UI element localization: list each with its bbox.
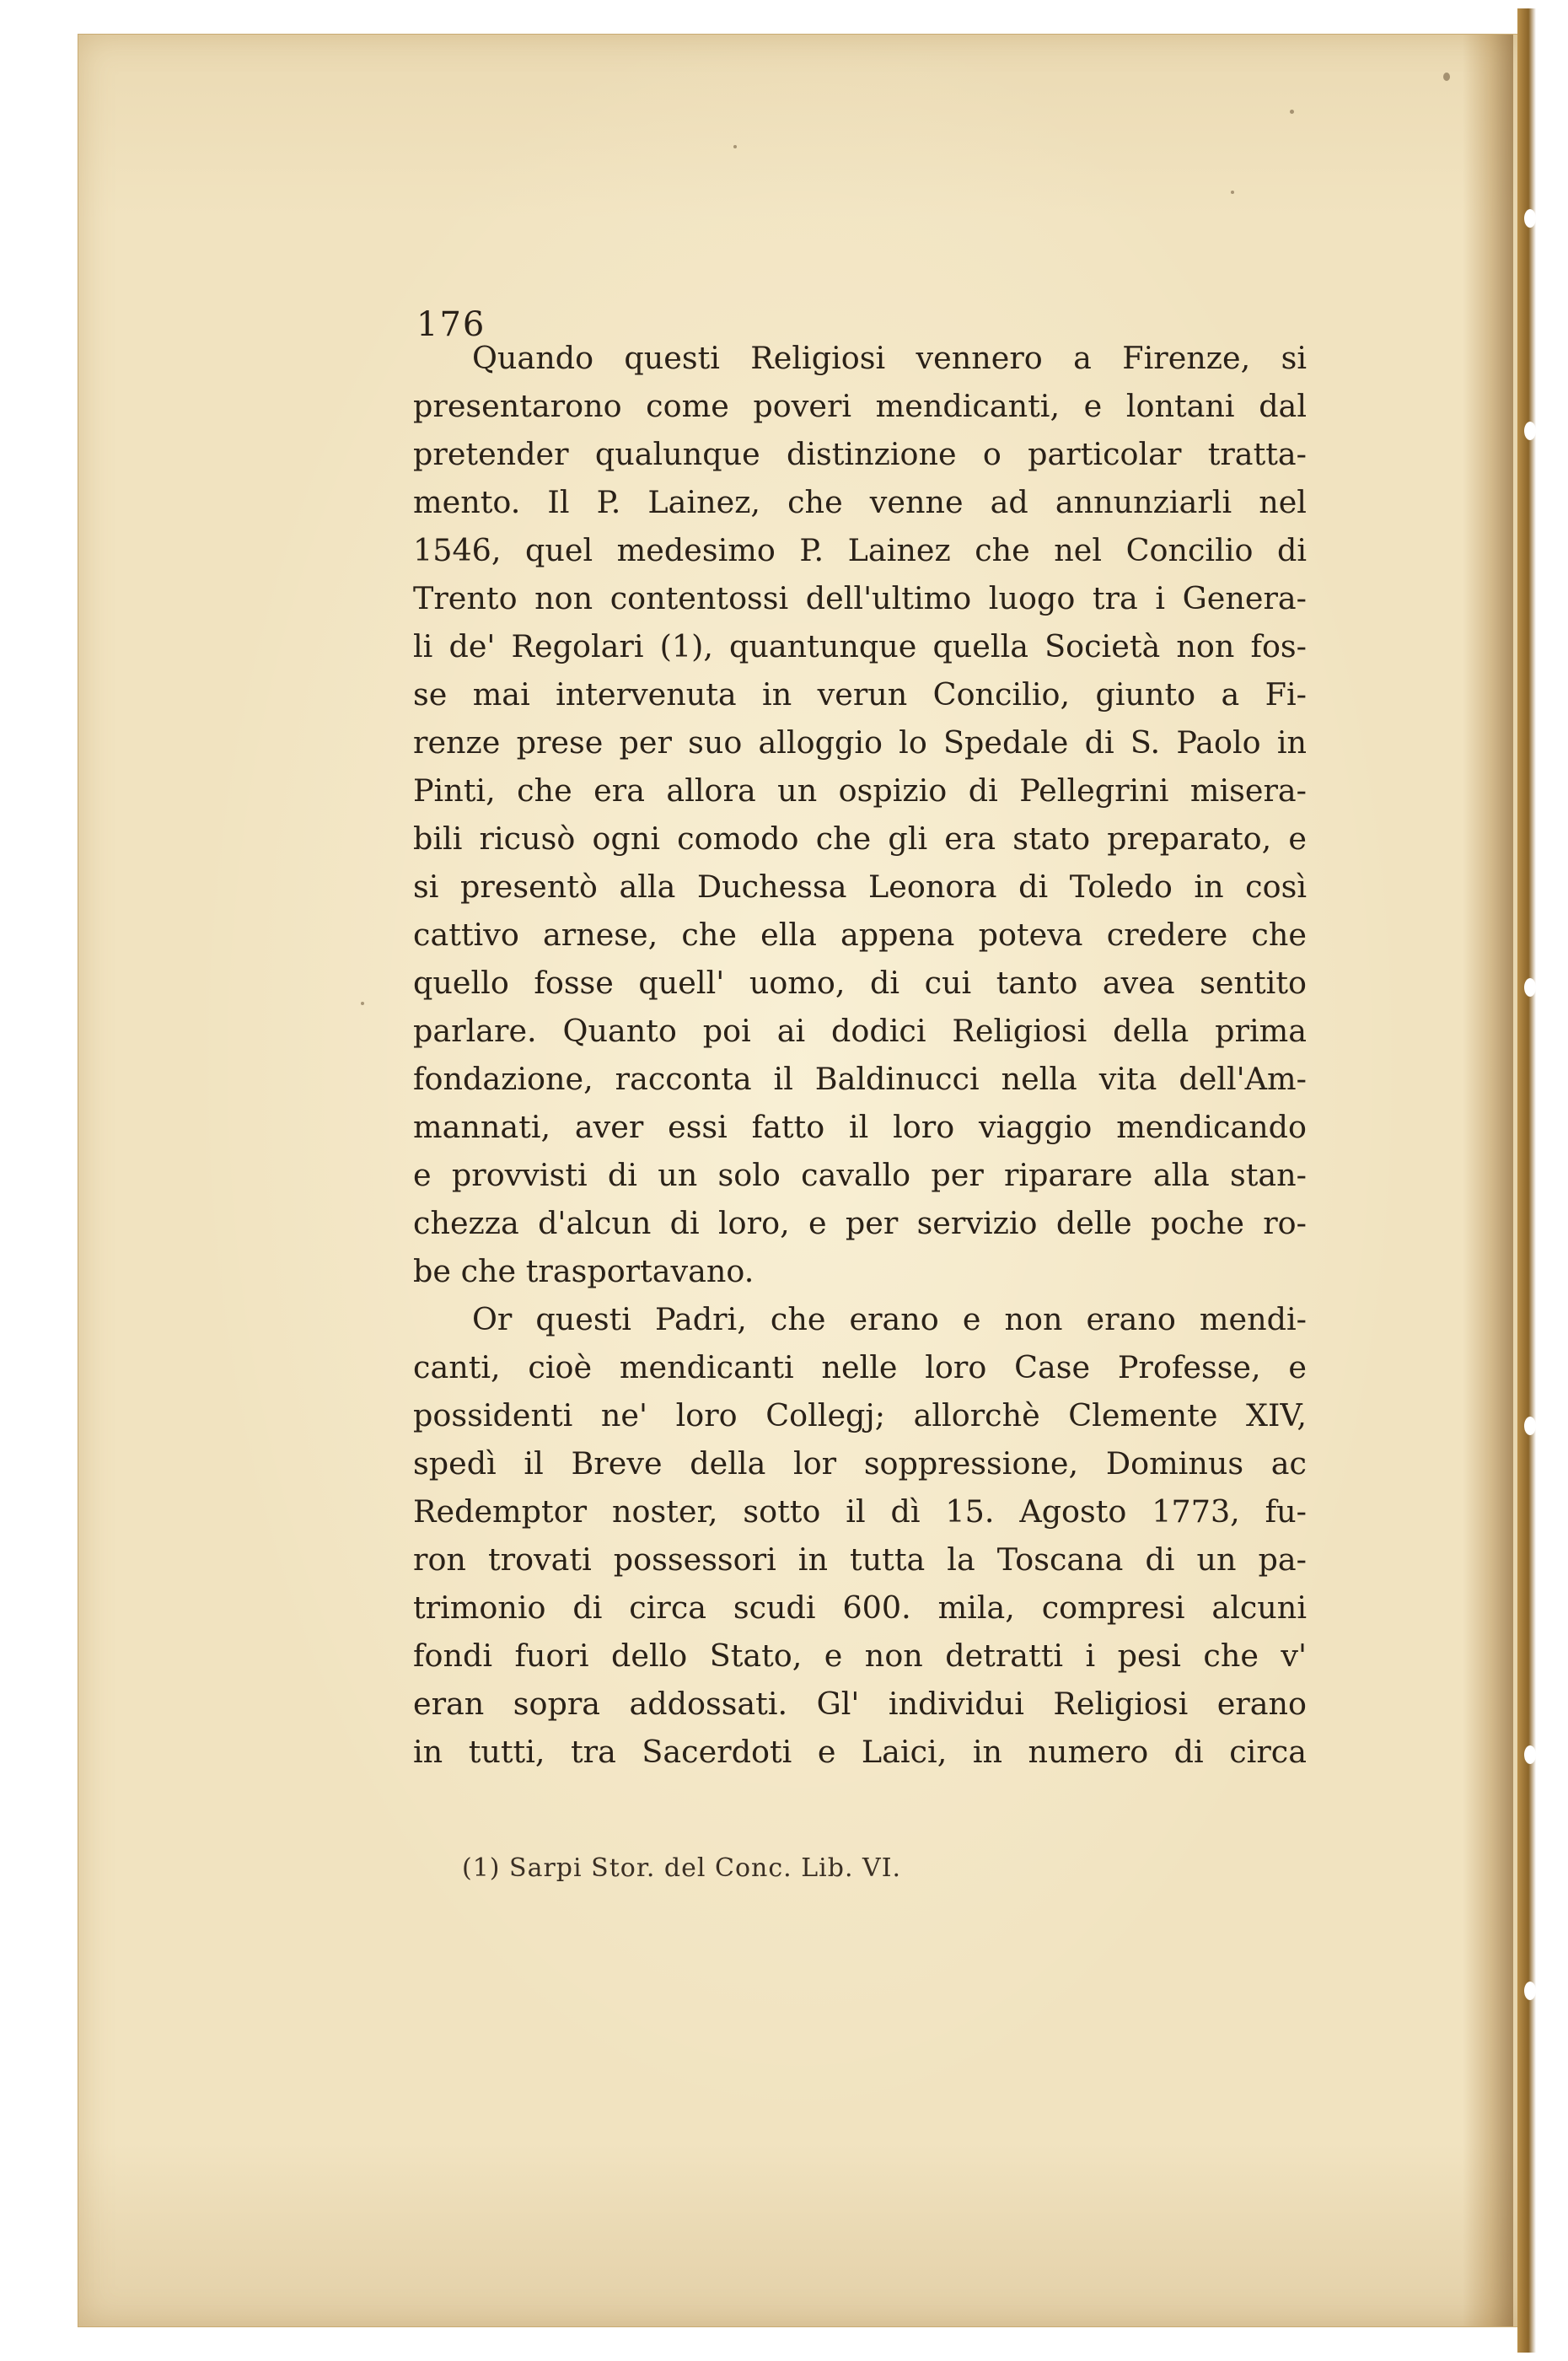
binding-hole-icon [1524, 209, 1536, 228]
text-line: quello fosse quell' uomo, di cui tanto avea sentito [413, 965, 1307, 1001]
text-line: e provvisti di un solo cavallo per riparare alla stan- [413, 1157, 1307, 1193]
text-line: Or questi Padri, che erano e non erano mendi- [472, 1301, 1307, 1337]
text-line: se mai intervenuta in verun Concilio, giunto a Fi- [413, 676, 1307, 713]
binding-hole-icon [1524, 978, 1536, 997]
text-line: ron trovati possessori in tutta la Toscana di un pa- [413, 1541, 1307, 1578]
binding-hole-icon [1524, 1982, 1536, 2000]
text-line: Quando questi Religiosi vennero a Firenze, si [472, 340, 1307, 376]
text-line: Pinti, che era allora un ospizio di Pellegrini misera- [413, 772, 1307, 809]
text-line: be che trasportavano. [413, 1253, 754, 1289]
binding-hole-icon [1524, 1745, 1536, 1764]
text-line: cattivo arnese, che ella appena poteva credere che [413, 917, 1307, 953]
text-line: li de' Regolari (1), quantunque quella Società non fos- [413, 628, 1307, 664]
text-line: eran sopra addossati. Gl' individui Religiosi erano [413, 1686, 1307, 1722]
paper-speck [733, 145, 737, 148]
footnote: (1) Sarpi Stor. del Conc. Lib. VI. [462, 1853, 902, 1883]
text-line: spedì il Breve della lor soppressione, Dominus ac [413, 1445, 1307, 1482]
text-line: parlare. Quanto poi ai dodici Religiosi della prima [413, 1013, 1307, 1049]
text-line: mannati, aver essi fatto il loro viaggio mendicando [413, 1109, 1307, 1145]
paper-speck [1290, 110, 1294, 114]
text-line: pretender qualunque distinzione o particolar tratta- [413, 436, 1307, 472]
text-line: presentarono come poveri mendicanti, e lontani dal [413, 388, 1307, 424]
text-line: canti, cioè mendicanti nelle loro Case Professe, e [413, 1349, 1307, 1385]
body-text [413, 334, 1307, 1776]
binding-hole-icon [1524, 1417, 1536, 1435]
text-line: Trento non contentossi dell'ultimo luogo tra i Genera- [413, 580, 1307, 616]
text-line: fondazione, racconta il Baldinucci nella vita dell'Am- [413, 1061, 1307, 1097]
paper-speck [1231, 191, 1234, 194]
text-line: trimonio di circa scudi 600. mila, compresi alcuni [413, 1589, 1307, 1626]
text-line: si presentò alla Duchessa Leonora di Toledo in così [413, 869, 1307, 905]
stitched-binding-edge [1517, 8, 1536, 2353]
text-line: mento. Il P. Lainez, che venne ad annunziarli nel [413, 484, 1307, 520]
paper-speck [361, 1002, 364, 1005]
binding-fold-shadow [1463, 35, 1513, 2326]
paragraph-1 [413, 334, 1307, 1295]
text-line: possidenti ne' loro Collegj; allorchè Clemente XIV, [413, 1397, 1307, 1433]
text-line: bili ricusò ogni comodo che gli era stato preparato, e [413, 820, 1307, 857]
paper-speck [1443, 73, 1450, 81]
page-number: 176 [416, 305, 486, 344]
paragraph-2 [413, 1295, 1307, 1776]
text-line: fondi fuori dello Stato, e non detratti i pesi che v' [413, 1638, 1307, 1674]
text-line: chezza d'alcun di loro, e per servizio delle poche ro- [413, 1205, 1307, 1241]
binding-hole-icon [1524, 422, 1536, 440]
text-line: renze prese per suo alloggio lo Spedale di S. Paolo in [413, 724, 1307, 761]
text-line: Redemptor noster, sotto il dì 15. Agosto 1773, fu- [413, 1493, 1307, 1530]
text-line: in tutti, tra Sacerdoti e Laici, in numero di circa [413, 1734, 1307, 1770]
text-line: 1546, quel medesimo P. Lainez che nel Concilio di [413, 532, 1307, 568]
